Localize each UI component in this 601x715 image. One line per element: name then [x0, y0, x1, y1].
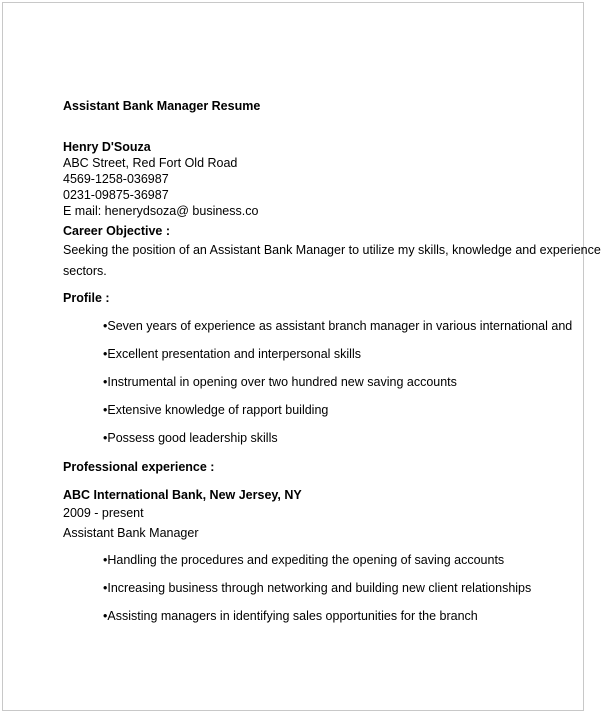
experience-heading: Professional experience : — [63, 460, 215, 474]
contact-email: E mail: henerydsoza@ business.co — [63, 204, 259, 218]
employment-period: 2009 - present — [63, 506, 144, 520]
profile-item: •Possess good leadership skills — [103, 431, 278, 445]
contact-address: ABC Street, Red Fort Old Road — [63, 156, 238, 170]
job-role: Assistant Bank Manager — [63, 526, 199, 540]
profile-item: •Instrumental in opening over two hundred new saving accounts — [103, 375, 457, 389]
document-title: Assistant Bank Manager Resume — [63, 99, 261, 113]
career-objective-line-2: sectors. — [63, 264, 107, 278]
profile-item: •Excellent presentation and interpersonal skills — [103, 347, 361, 361]
applicant-name: Henry D'Souza — [63, 140, 151, 154]
profile-heading: Profile : — [63, 291, 110, 305]
contact-phone-2: 0231-09875-36987 — [63, 188, 169, 202]
document-page — [2, 2, 601, 711]
career-objective-line-1: Seeking the position of an Assistant Bank Manager to utilize my skills, knowledge and experience — [63, 243, 601, 257]
contact-phone-1: 4569-1258-036987 — [63, 172, 169, 186]
experience-item: •Assisting managers in identifying sales opportunities for the branch — [103, 609, 478, 623]
document-content — [63, 3, 601, 623]
experience-item: •Handling the procedures and expediting the opening of saving accounts — [103, 553, 505, 567]
employer-name: ABC International Bank, New Jersey, NY — [63, 488, 302, 502]
career-objective-heading: Career Objective : — [63, 224, 170, 238]
profile-item: •Extensive knowledge of rapport building — [103, 403, 329, 417]
profile-item: •Seven years of experience as assistant branch manager in various international and — [103, 319, 573, 333]
experience-item: •Increasing business through networking and building new client relationships — [103, 581, 532, 595]
